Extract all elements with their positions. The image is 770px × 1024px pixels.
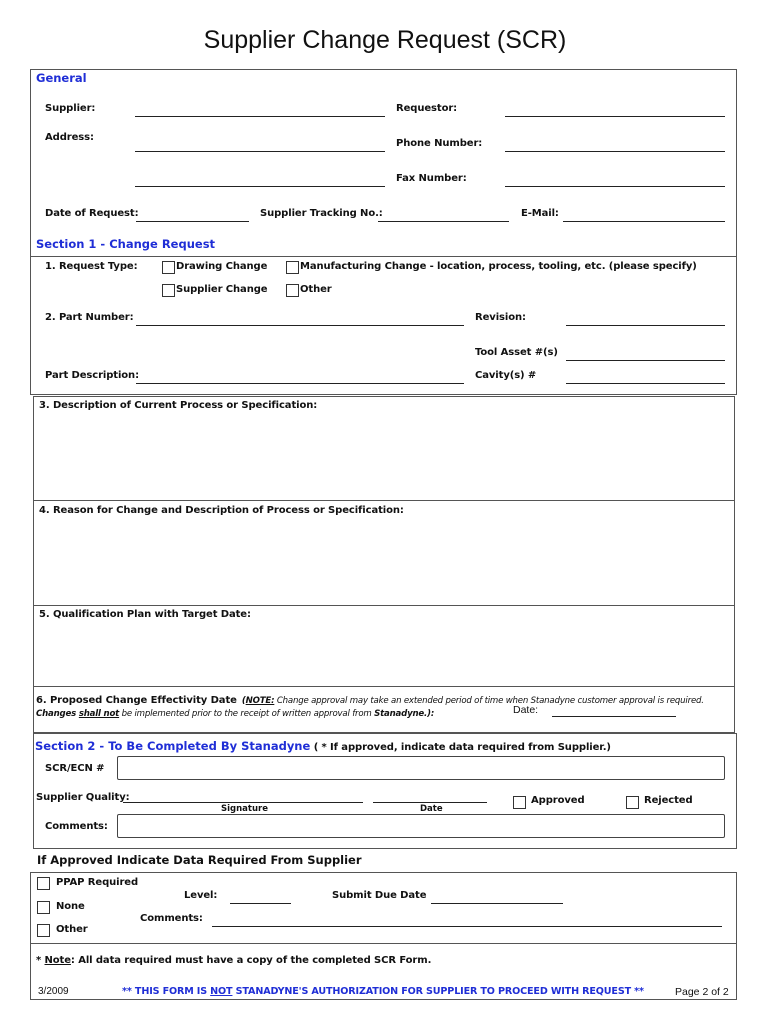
part-description-field[interactable] [136, 371, 464, 384]
scr-ecn-input[interactable] [117, 756, 725, 780]
level-label: Level: [184, 890, 218, 901]
section2-heading-row [35, 735, 611, 754]
tracking-label: Supplier Tracking No.: [260, 208, 383, 219]
supplier-label: Supplier: [45, 103, 96, 114]
signature-field[interactable] [123, 790, 363, 803]
section6-changes: Changes [36, 709, 79, 719]
tool-asset-field[interactable] [566, 348, 725, 361]
section3-box[interactable] [33, 396, 735, 501]
email-field[interactable] [563, 209, 725, 222]
section1-divider [30, 256, 737, 257]
address-field-1[interactable] [135, 139, 385, 152]
section6-label: 6. Proposed Change Effectivity Date [36, 695, 237, 706]
date-caption: Date [420, 804, 443, 814]
general-section [30, 69, 737, 395]
form-title: Supplier Change Request (SCR) [203, 26, 567, 54]
approved-comments-field[interactable] [212, 914, 722, 927]
footer-divider [30, 943, 737, 944]
section6-rest: be implemented prior to the receipt of written approval from [119, 709, 375, 719]
section6-close: ): [427, 709, 435, 719]
part-description-label: Part Description: [45, 370, 139, 381]
supplier-quality-label: Supplier Quality: [36, 792, 130, 803]
rejected-checkbox[interactable] [626, 796, 639, 809]
supplier-field[interactable] [135, 104, 385, 117]
supplier-change-checkbox[interactable] [162, 284, 175, 297]
footer-warning-post: STANADYNE'S AUTHORIZATION FOR SUPPLIER TO PROCEED WITH REQUEST ** [232, 986, 644, 997]
approved-data-heading: If Approved Indicate Data Required From Supplier [37, 853, 362, 867]
footer-warning [122, 986, 644, 997]
footer-page-number: Page 2 of 2 [675, 986, 729, 998]
other-data-label: Other [56, 924, 88, 935]
date-of-request-field[interactable] [136, 209, 249, 222]
section5-label: 5. Qualification Plan with Target Date: [39, 609, 251, 620]
footer-date-code: 3/2009 [38, 986, 69, 997]
address-field-2[interactable] [135, 174, 385, 187]
general-heading: General [36, 71, 87, 85]
address-label: Address: [45, 132, 94, 143]
part-number-field[interactable] [136, 313, 464, 326]
fax-label: Fax Number: [396, 173, 467, 184]
none-label: None [56, 901, 85, 912]
ppap-required-label: PPAP Required [56, 877, 139, 888]
section4-label: 4. Reason for Change and Description of Process or Specification: [39, 505, 404, 516]
section2-comments-label: Comments: [45, 821, 108, 832]
submit-due-field[interactable] [431, 891, 563, 904]
manufacturing-change-checkbox[interactable] [286, 261, 299, 274]
footer-note-star: * [36, 955, 45, 966]
approved-label: Approved [531, 795, 585, 806]
revision-field[interactable] [566, 313, 725, 326]
manufacturing-change-label: Manufacturing Change - location, process, tooling, etc. (please specify) [300, 261, 697, 272]
section2-heading-note: ( * If approved, indicate data required from Supplier.) [310, 742, 611, 753]
requestor-label: Requestor: [396, 103, 458, 114]
fax-field[interactable] [505, 174, 725, 187]
section6-note-text: Change approval may take an extended period of time when Stanadyne customer approval is required. [274, 696, 704, 706]
sign-date-field[interactable] [373, 790, 487, 803]
level-field[interactable] [230, 891, 291, 904]
ppap-required-checkbox[interactable] [37, 877, 50, 890]
cavity-field[interactable] [566, 371, 725, 384]
footer-warning-not: NOT [210, 986, 233, 997]
cavity-label: Cavity(s) # [475, 370, 537, 381]
part-number-label: 2. Part Number: [45, 312, 134, 323]
email-label: E-Mail: [521, 208, 559, 219]
section3-label: 3. Description of Current Process or Specification: [39, 400, 318, 411]
drawing-change-checkbox[interactable] [162, 261, 175, 274]
request-type-label: 1. Request Type: [45, 261, 138, 272]
scr-ecn-label: SCR/ECN # [45, 763, 105, 774]
section2-comments-input[interactable] [117, 814, 725, 838]
other-data-checkbox[interactable] [37, 924, 50, 937]
date-of-request-label: Date of Request: [45, 208, 139, 219]
tool-asset-label: Tool Asset #(s) [475, 347, 558, 358]
section2-heading: Section 2 - To Be Completed By Stanadyne [35, 739, 311, 753]
other-change-label: Other [300, 284, 332, 295]
section1-heading: Section 1 - Change Request [36, 237, 216, 251]
footer-warning-pre: ** THIS FORM IS [122, 986, 211, 997]
none-checkbox[interactable] [37, 901, 50, 914]
revision-label: Revision: [475, 312, 526, 323]
section6-stanadyne: Stanadyne. [374, 709, 428, 719]
drawing-change-label: Drawing Change [176, 261, 268, 272]
submit-due-label: Submit Due Date [332, 890, 427, 901]
footer-note [36, 955, 431, 966]
supplier-change-label: Supplier Change [176, 284, 268, 295]
section6-note-open: ( [241, 696, 246, 706]
rejected-label: Rejected [644, 795, 693, 806]
approved-checkbox[interactable] [513, 796, 526, 809]
section6-shall-not: shall not [78, 709, 120, 719]
footer-note-text: : All data required must have a copy of the completed SCR Form. [70, 955, 432, 966]
section6-date-label: Date: [513, 704, 539, 716]
other-change-checkbox[interactable] [286, 284, 299, 297]
phone-label: Phone Number: [396, 138, 483, 149]
section6-note-word: NOTE: [245, 696, 275, 706]
signature-caption: Signature [221, 804, 268, 814]
section6-date-field[interactable] [552, 704, 676, 717]
tracking-field[interactable] [378, 209, 509, 222]
approved-comments-label: Comments: [140, 913, 203, 924]
footer-note-word: Note [44, 955, 71, 966]
phone-field[interactable] [505, 139, 725, 152]
requestor-field[interactable] [505, 104, 725, 117]
section6-line2 [36, 701, 434, 720]
